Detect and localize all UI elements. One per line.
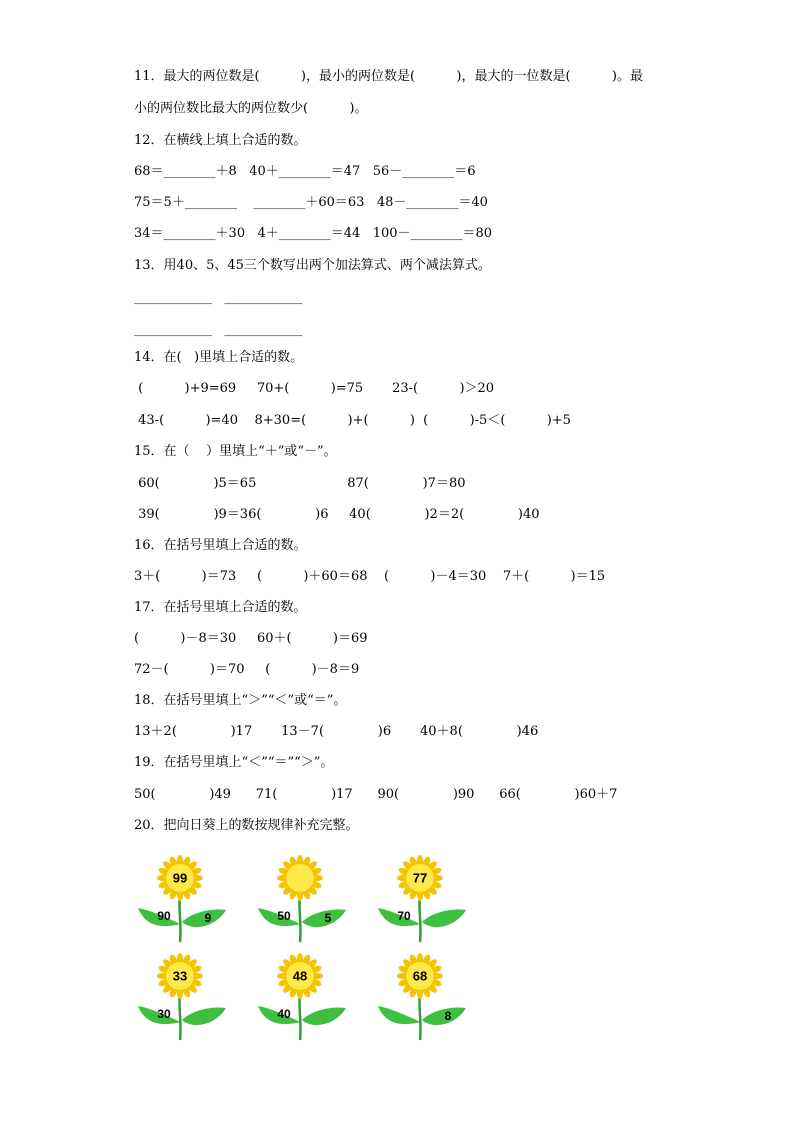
q15-row-1: 60( )5＝65 87( )7＝80 [134,476,466,491]
q12-row-1: 68＝________＋8 40＋________＝47 56－________＝6 [134,164,476,179]
q14-row-1: ( )+9=69 70+( )=75 23-( )＞20 [134,381,495,396]
stem [179,894,180,942]
sunflower [248,852,368,942]
sunflower-drawing [128,950,248,1040]
head-number: 77 [412,870,428,886]
sunflower-drawing [368,852,488,942]
q16-row: 3＋( )＝73 ( )＋60＝68 ( )－4＝30 7＋( )＝15 [134,569,606,584]
sunflower-drawing [248,852,368,942]
left-leaf-number: 30 [157,1007,171,1021]
q15-row-2: 39( )9＝36( )6 40( )2＝2( )40 [134,507,540,522]
q14-title: 14．在( )里填上合适的数。 [134,350,304,365]
sunflower [128,950,248,1040]
right-leaf [302,1008,346,1026]
q17-row-1: ( )－8＝30 60＋( )＝69 [134,631,368,646]
stem [179,992,180,1040]
right-leaf-number: 8 [444,1009,452,1023]
head-number: 99 [172,870,188,886]
stem [299,992,300,1040]
stem [419,992,420,1040]
q18-row: 13＋2( )17 13－7( )6 40＋8( )46 [134,724,539,739]
head-number: 33 [172,968,188,984]
q17-row-2: 72－( )＝70 ( )－8＝9 [134,662,360,677]
sunflower [128,852,248,942]
sunflower [248,950,368,1040]
right-leaf-number: 9 [204,911,212,925]
q20-title: 20．把向日葵上的数按规律补充完整。 [134,818,359,833]
left-leaf-number: 90 [157,909,171,923]
sunflower-center [286,864,314,892]
sunflower [368,950,488,1040]
q13-answer-line-1: ____________ ____________ [134,290,303,305]
head-number: 68 [412,968,428,984]
stem [299,894,300,942]
q12-row-3: 34＝________＋30 4＋________＝44 100－________＝80 [134,226,493,241]
sunflower-drawing [128,852,248,942]
q16-title: 16．在括号里填上合适的数。 [134,538,307,553]
q13-answer-line-2: ____________ ____________ [134,322,303,337]
q12-title: 12．在横线上填上合适的数。 [134,133,307,148]
q11-line-1: 11．最大的两位数是( )，最小的两位数是( )，最大的一位数是( )。最 [134,69,643,84]
q14-row-2: 43-( )=40 8+30=( )+( ) ( )-5＜( )+5 [134,413,571,428]
left-leaf-number: 40 [277,1007,291,1021]
q19-title: 19．在括号里填上“＜”“＝”“＞”。 [134,755,334,770]
stem [419,894,420,942]
right-leaf [182,1008,226,1026]
head-number: 48 [292,968,308,984]
left-leaf-number: 50 [277,909,291,923]
right-leaf [422,910,466,928]
sunflower-drawing [248,950,368,1040]
q13-title: 13．用40、5、45三个数写出两个加法算式、两个减法算式。 [134,258,491,273]
q15-title: 15．在（ ）里填上“＋”或“－”。 [134,444,337,459]
left-leaf [378,1006,420,1024]
sunflower-drawing [368,950,488,1040]
q12-row-2: 75＝5＋________ ________＋60＝63 48－________＝40 [134,195,488,210]
q17-title: 17．在括号里填上合适的数。 [134,600,307,615]
q11-line-2: 小的两位数比最大的两位数少( )。 [134,101,368,116]
left-leaf-number: 70 [397,909,411,923]
q18-title: 18．在括号里填上“＞”“＜”或“＝”。 [134,693,347,708]
right-leaf-number: 5 [324,911,332,925]
sunflower [368,852,488,942]
q19-row: 50( )49 71( )17 90( )90 66( )60＋7 [134,787,618,802]
